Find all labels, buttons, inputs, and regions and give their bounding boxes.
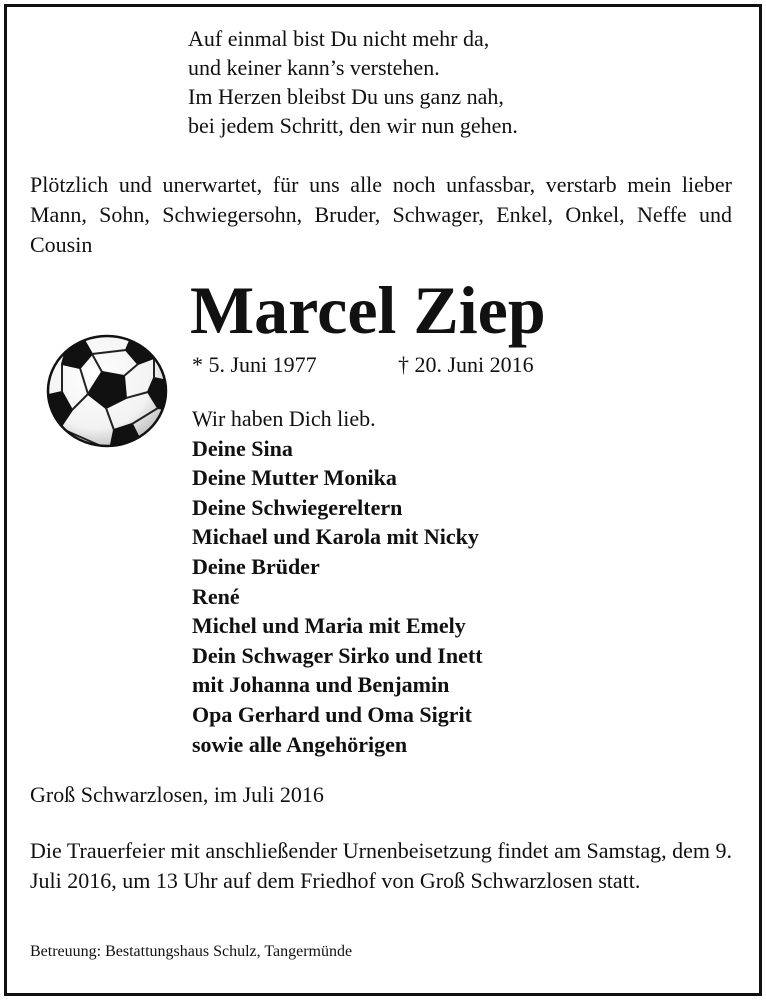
mourner: Opa Gerhard und Oma Sigrit xyxy=(192,701,472,727)
mourner: Deine Mutter Monika xyxy=(192,465,397,491)
mourner: Deine Brüder xyxy=(192,553,320,579)
mourners-intro: Wir haben Dich lieb. xyxy=(192,406,376,431)
mourners-list xyxy=(192,404,483,759)
mourner: Deine Schwiegereltern xyxy=(192,494,403,520)
funeral-home-credit: Betreuung: Bestattungshaus Schulz, Tangermünde xyxy=(30,943,353,960)
funeral-notice: Die Trauerfeier mit anschließender Urnenbeisetzung findet am Samstag, dem 9. Juli 2016, um 13 Uhr auf dem Friedhof von Groß Schwarzlosen statt. xyxy=(30,838,732,893)
soccer-ball-icon xyxy=(44,332,170,450)
poem-line: Im Herzen bleibst Du uns ganz nah, xyxy=(188,84,504,109)
mourner: mit Johanna und Benjamin xyxy=(192,672,450,698)
place-date: Groß Schwarzlosen, im Juli 2016 xyxy=(30,782,324,807)
intro-text: Plötzlich und unerwartet, für uns alle noch unfassbar, verstarb mein lieber Mann, Sohn, Schwiegersohn, Bruder, Schwager, Enkel, Onkel, Neffe und Cousin xyxy=(30,172,732,257)
death-date: † 20. Juni 2016 xyxy=(398,352,534,377)
poem-line: und keiner kann’s verstehen. xyxy=(188,55,440,80)
mourner: Michael und Karola mit Nicky xyxy=(192,524,479,550)
deceased-name: Marcel Ziep xyxy=(190,272,546,348)
poem xyxy=(188,24,518,140)
mourner: Dein Schwager Sirko und Inett xyxy=(192,642,483,668)
poem-line: Auf einmal bist Du nicht mehr da, xyxy=(188,26,490,51)
mourner: Michel und Maria mit Emely xyxy=(192,613,466,639)
birth-date: * 5. Juni 1977 xyxy=(192,352,317,377)
mourner: sowie alle Angehörigen xyxy=(192,731,408,757)
mourner: René xyxy=(192,583,240,609)
poem-line: bei jedem Schritt, den wir nun gehen. xyxy=(188,113,518,138)
mourner: Deine Sina xyxy=(192,435,293,461)
